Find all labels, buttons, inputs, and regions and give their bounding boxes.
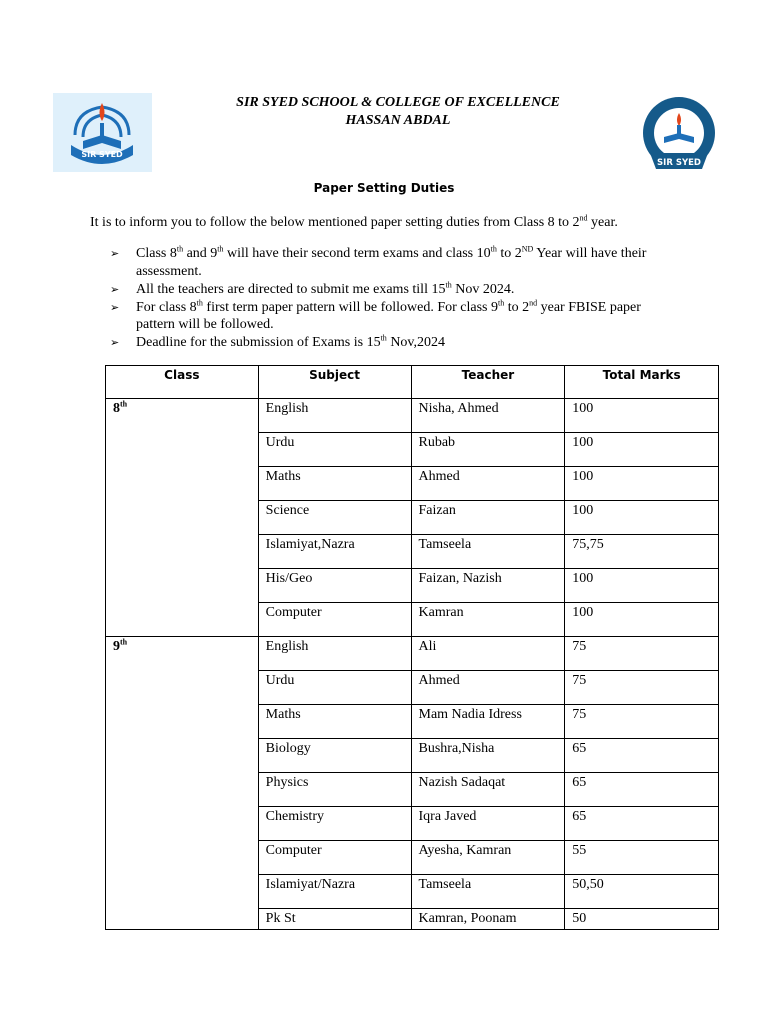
header-class: Class [106, 366, 259, 399]
teacher-cell: Bushra,Nisha [411, 739, 565, 773]
teacher-cell: Kamran, Poonam [411, 909, 565, 930]
table-header-row [106, 366, 719, 399]
marks-cell: 75 [565, 671, 719, 705]
subject-cell: English [258, 399, 411, 433]
list-item: ➢ Deadline for the submission of Exams is 15th Nov,2024 [110, 333, 446, 350]
svg-text:SIR SYED: SIR SYED [81, 150, 123, 159]
header-teacher: Teacher [411, 366, 565, 399]
teacher-cell: Nazish Sadaqat [411, 773, 565, 807]
school-location: HASSAN ABDAL [345, 113, 451, 128]
teacher-cell: Ahmed [411, 671, 565, 705]
list-item: ➢ All the teachers are directed to submit me exams till 15th Nov 2024. [110, 279, 515, 297]
marks-cell: 65 [565, 739, 719, 773]
teacher-cell: Kamran [411, 603, 565, 637]
instruction-list [110, 245, 670, 352]
svg-text:SIR SYED: SIR SYED [657, 158, 701, 168]
header-total-marks: Total Marks [565, 366, 719, 399]
subject-cell: Islamiyat,Nazra [258, 535, 411, 569]
teacher-cell: Tamseela [411, 535, 565, 569]
class-suffix: th [120, 637, 128, 647]
teacher-cell: Nisha, Ahmed [411, 399, 565, 433]
subject-cell: Urdu [258, 433, 411, 467]
marks-cell: 100 [565, 399, 719, 433]
subject-cell: Chemistry [258, 807, 411, 841]
list-item: ➢ For class 8th first term paper pattern will be followed. For class 9th to 2nd year FBISE paper pattern will be followed. [110, 297, 641, 332]
class-cell [106, 637, 259, 930]
arrow-bullet-icon: ➢ [110, 247, 120, 260]
subject-cell: Computer [258, 603, 411, 637]
arrow-bullet-icon: ➢ [110, 282, 120, 296]
marks-cell: 50,50 [565, 875, 719, 909]
subject-cell: His/Geo [258, 569, 411, 603]
intro-paragraph: It is to inform you to follow the below mentioned paper setting duties from Class 8 to 2nd year. [90, 213, 618, 230]
school-name: SIR SYED SCHOOL & COLLEGE OF EXCELLENCE [236, 95, 560, 110]
table-row [106, 399, 719, 433]
marks-cell: 65 [565, 807, 719, 841]
class-number: 8 [113, 401, 120, 416]
subject-cell: Science [258, 501, 411, 535]
class-number: 9 [113, 639, 120, 654]
marks-cell: 100 [565, 433, 719, 467]
duties-table [105, 365, 719, 930]
subject-cell: Biology [258, 739, 411, 773]
table-row [106, 637, 719, 671]
document-title: Paper Setting Duties [313, 181, 455, 195]
teacher-cell: Faizan [411, 501, 565, 535]
subject-cell: English [258, 637, 411, 671]
teacher-cell: Ahmed [411, 467, 565, 501]
marks-cell: 50 [565, 909, 719, 930]
marks-cell: 75 [565, 705, 719, 739]
class-cell [106, 399, 259, 637]
marks-cell: 100 [565, 467, 719, 501]
subject-cell: Physics [258, 773, 411, 807]
list-item: ➢ Class 8th and 9th will have their second term exams and class 10th to 2ND Year will have their assessment. [110, 244, 647, 279]
marks-cell: 65 [565, 773, 719, 807]
marks-cell: 75,75 [565, 535, 719, 569]
teacher-cell: Ayesha, Kamran [411, 841, 565, 875]
marks-cell: 100 [565, 603, 719, 637]
teacher-cell: Iqra Javed [411, 807, 565, 841]
subject-cell: Maths [258, 705, 411, 739]
subject-cell: Urdu [258, 671, 411, 705]
teacher-cell: Mam Nadia Idress [411, 705, 565, 739]
subject-cell: Pk St [258, 909, 411, 930]
subject-cell: Computer [258, 841, 411, 875]
subject-cell: Maths [258, 467, 411, 501]
teacher-cell: Ali [411, 637, 565, 671]
arrow-bullet-icon: ➢ [110, 336, 120, 349]
marks-cell: 75 [565, 637, 719, 671]
teacher-cell: Tamseela [411, 875, 565, 909]
table-body [106, 399, 719, 930]
arrow-bullet-icon: ➢ [110, 300, 120, 314]
marks-cell: 100 [565, 569, 719, 603]
teacher-cell: Faizan, Nazish [411, 569, 565, 603]
subject-cell: Islamiyat/Nazra [258, 875, 411, 909]
teacher-cell: Rubab [411, 433, 565, 467]
marks-cell: 100 [565, 501, 719, 535]
header-subject: Subject [258, 366, 411, 399]
class-suffix: th [120, 399, 128, 409]
marks-cell: 55 [565, 841, 719, 875]
